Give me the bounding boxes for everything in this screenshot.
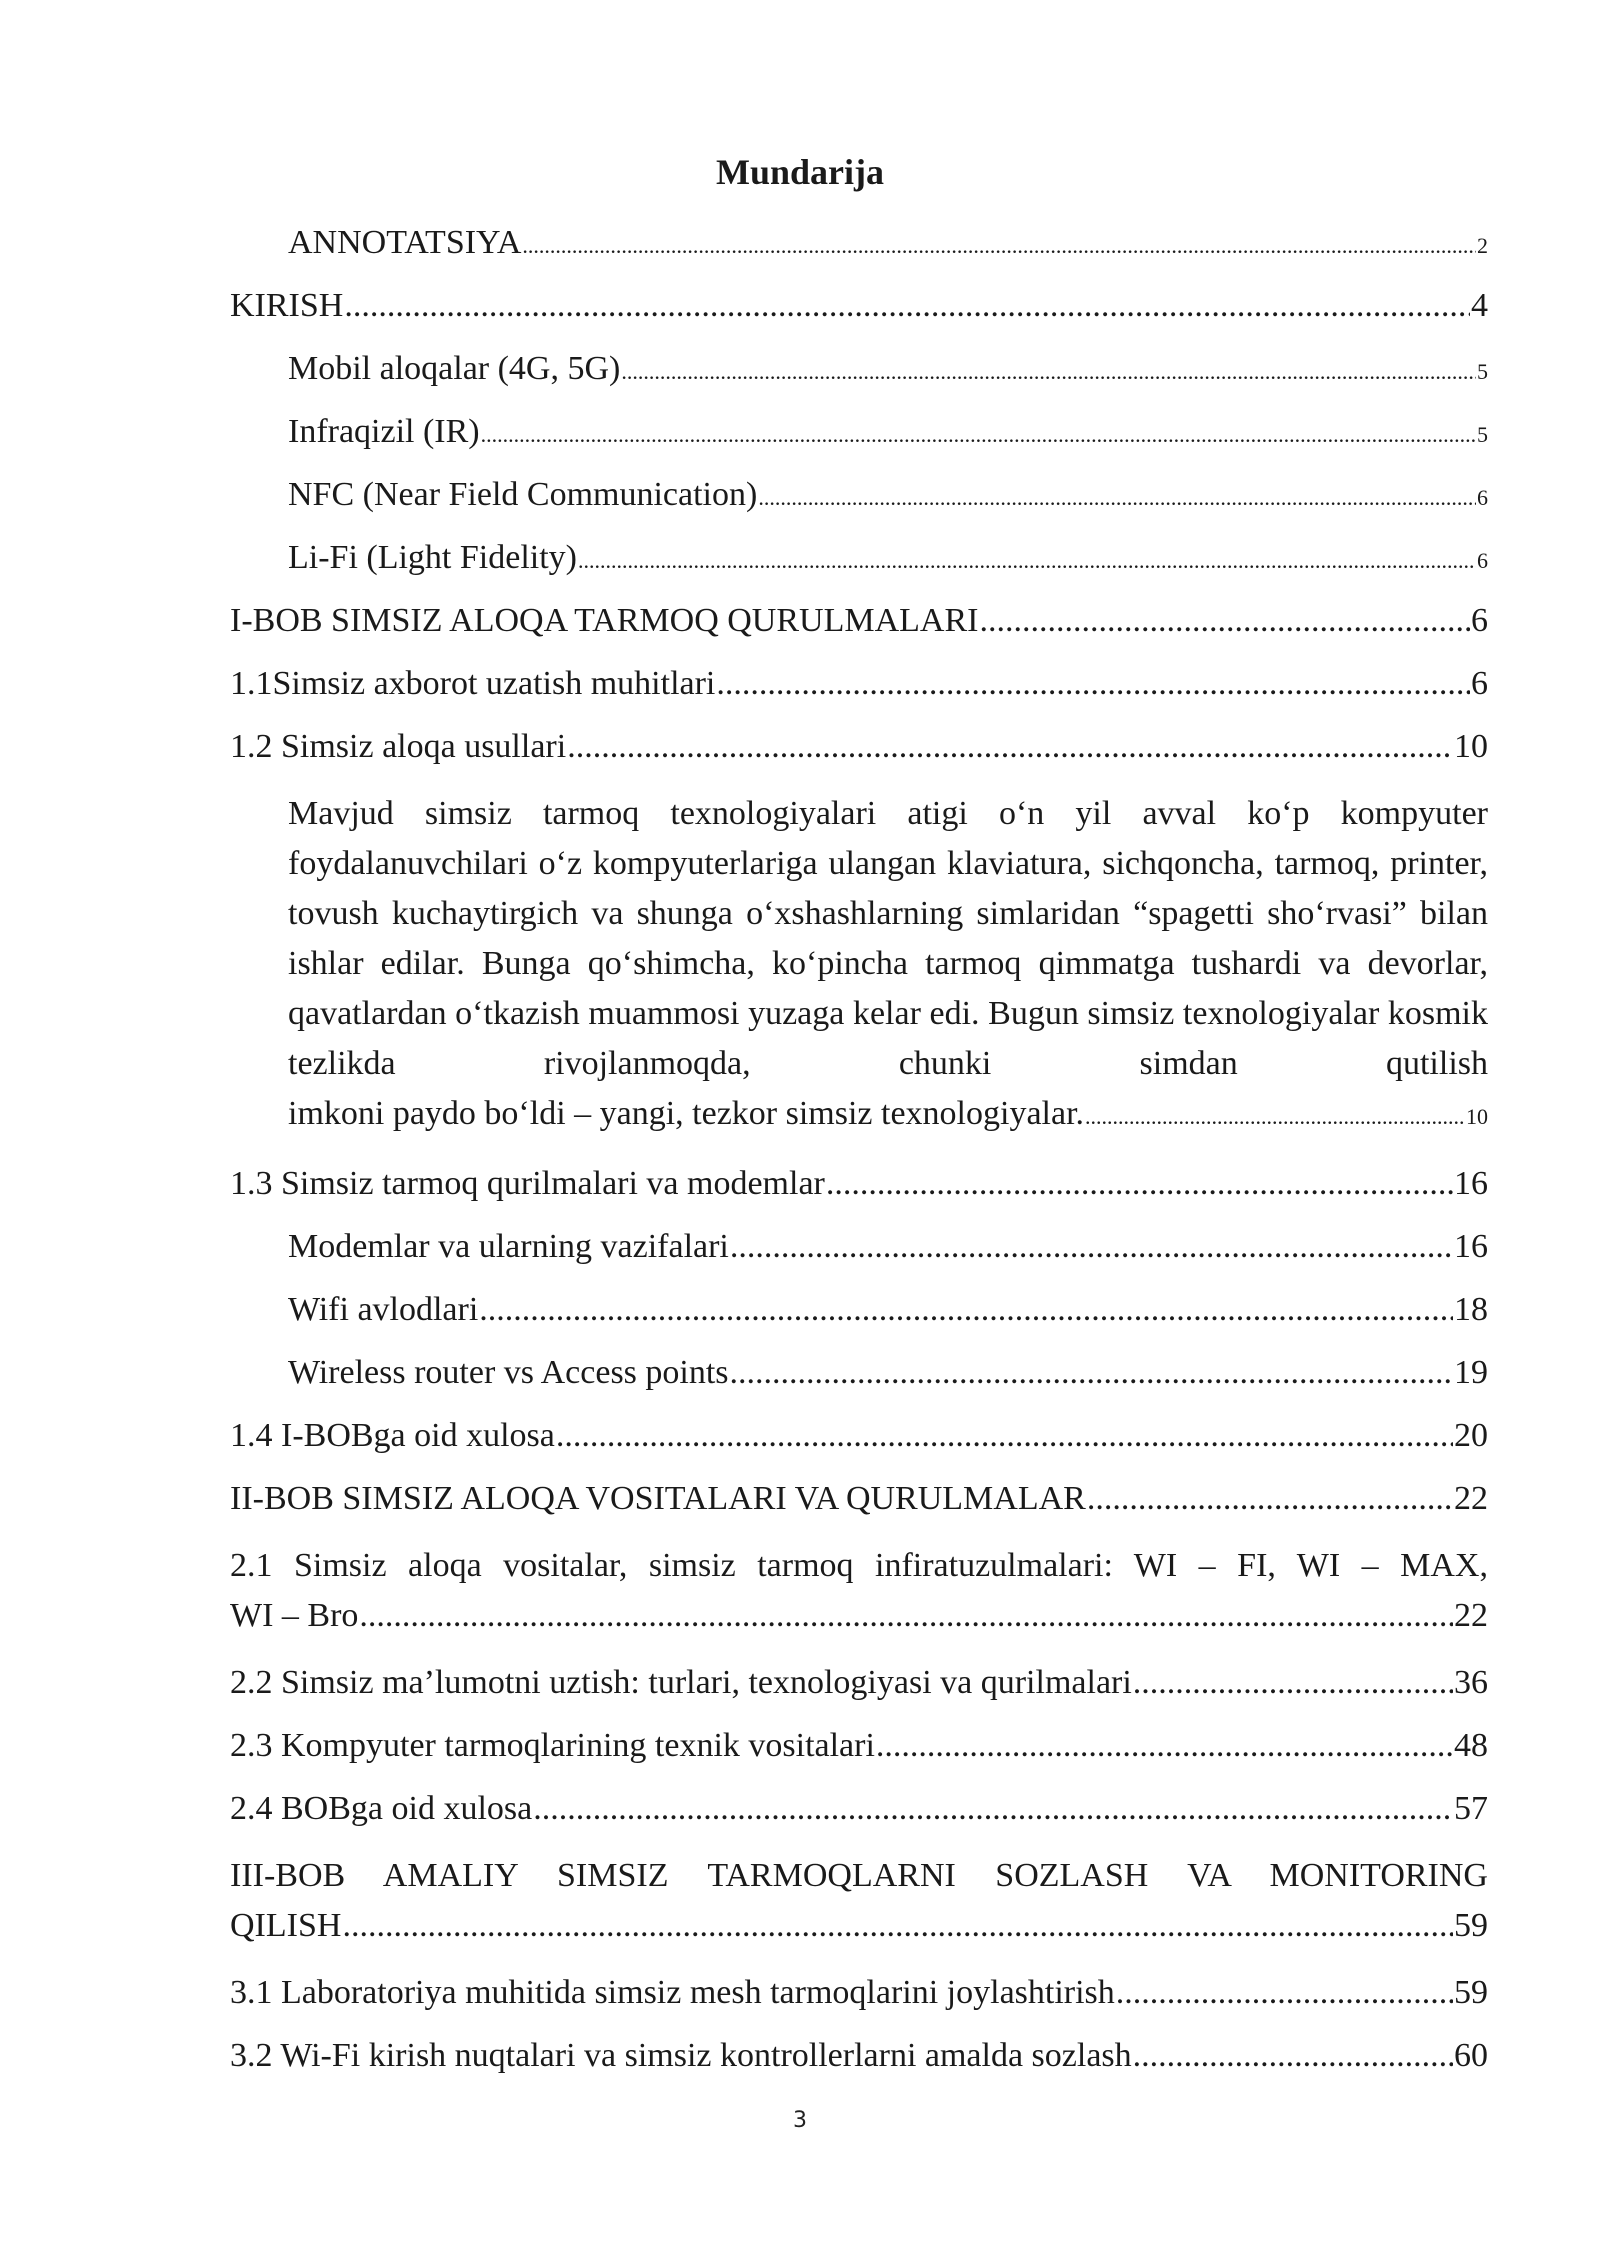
dot-leader [479,1289,1453,1331]
toc-entry-text: 1.2 Simsiz aloqa usullari [230,728,567,765]
toc-entry-chapter-2[interactable] [230,1478,1488,1520]
dot-leader [979,600,1470,642]
toc-entry-1-3[interactable] [230,1163,1488,1205]
dot-leader [481,414,1476,456]
toc-entry-text: ANNOTATSIYA [288,224,522,261]
toc-entry-nfc[interactable] [230,474,1488,516]
toc-entry-text: Li-Fi (Light Fidelity) [288,539,577,576]
dot-leader [344,285,1470,327]
toc-entry-page: 22 [1454,1597,1488,1634]
toc-entry-mobil-aloqalar[interactable] [230,348,1488,390]
toc-entry-kirish[interactable] [230,285,1488,327]
toc-entry-page: 59 [1454,1974,1488,2011]
toc-entry-page: 48 [1454,1727,1488,1764]
toc-entry-text: 2.1 Simsiz aloqa vositalar, simsiz tarmoq infiratuzulmalari: WI – FI, WI – MAX, [230,1547,1488,1584]
toc-entry-page: 10 [1454,728,1488,765]
toc-entry-page: 60 [1454,2037,1488,2074]
dot-leader [621,351,1476,393]
dot-leader [522,225,1476,267]
table-of-contents [230,222,1488,2098]
toc-entry-modemlar[interactable] [230,1226,1488,1268]
dot-leader [1087,1478,1453,1520]
toc-entry-page: 4 [1471,287,1488,324]
toc-entry-page: 6 [1477,485,1488,510]
toc-entry-2-4[interactable] [230,1788,1488,1830]
toc-entry-page: 20 [1454,1417,1488,1454]
toc-entry-text: Mobil aloqalar (4G, 5G) [288,350,621,387]
dot-leader [1133,1662,1453,1704]
toc-entry-text: 1.4 I-BOBga oid xulosa [230,1417,555,1454]
toc-entry-wifi-avlodlari[interactable] [230,1289,1488,1331]
toc-entry-text: II-BOB SIMSIZ ALOQA VOSITALARI VA QURULMALAR [230,1480,1086,1517]
toc-entry-1-2[interactable] [230,726,1488,768]
dot-leader [758,477,1476,519]
dot-leader [876,1725,1453,1767]
dot-leader [716,663,1470,705]
toc-entry-page: 6 [1471,602,1488,639]
toc-entry-text-end: QILISH [230,1907,342,1944]
dot-leader [556,1415,1453,1457]
toc-entry-page: 6 [1471,665,1488,702]
toc-entry-page: 5 [1477,422,1488,447]
toc-entry-annotatsiya[interactable] [230,222,1488,264]
toc-entry-page: 19 [1454,1354,1488,1391]
toc-entry-page: 36 [1454,1664,1488,1701]
toc-entry-infraqizil[interactable] [230,411,1488,453]
toc-entry-text: KIRISH [230,287,344,324]
toc-entry-page: 57 [1454,1790,1488,1827]
toc-entry-2-1[interactable] [230,1541,1488,1641]
toc-entry-page: 5 [1477,359,1488,384]
toc-entry-text: NFC (Near Field Communication) [288,476,758,513]
toc-entry-text: 2.4 BOBga oid xulosa [230,1790,533,1827]
dot-leader [567,726,1453,768]
dot-leader [826,1163,1453,1205]
toc-entry-page: 18 [1454,1291,1488,1328]
toc-entry-3-2[interactable] [230,2035,1488,2077]
toc-entry-text: Mavjud simsiz tarmoq texnologiyalari atigi o‘n yil avval ko‘p kompyuter foydalanuvchilari o‘z kompyuterlariga ulangan klaviatura, sichqoncha, tarmoq, printer, tovush kuchaytirgich va shunga o‘xshashlarning simlaridan “spagetti sho‘rvasi” bilan ishlar edilar. Bunga qo‘shimcha, ko‘pincha tarmoq qimmatga tushardi va devorlar, qavatlardan o‘tkazish muammosi yuzaga kelar edi. Bugun simsiz texnologiyalar kosmik tezlikda rivojlanmoqda, chunki simdan qutilish [288,795,1488,1082]
toc-entry-text: Modemlar va ularning vazifalari [288,1228,729,1265]
toc-entry-lifi[interactable] [230,537,1488,579]
toc-entry-text: III-BOB AMALIY SIMSIZ TARMOQLARNI SOZLASH VA MONITORING [230,1857,1488,1894]
toc-entry-mavjud-paragraph[interactable] [230,789,1488,1142]
dot-leader [1085,1092,1465,1142]
dot-leader [578,540,1476,582]
toc-entry-text: Wireless router vs Access points [288,1354,729,1391]
toc-entry-text: Infraqizil (IR) [288,413,480,450]
toc-entry-2-2[interactable] [230,1662,1488,1704]
toc-entry-text: 2.3 Kompyuter tarmoqlarining texnik vositalari [230,1727,875,1764]
toc-entry-text-end: WI – Bro [230,1597,359,1634]
dot-leader [1116,1972,1453,2014]
toc-entry-text: 2.2 Simsiz ma’lumotni uztish: turlari, texnologiyasi va qurilmalari [230,1664,1132,1701]
dot-leader [533,1788,1453,1830]
toc-entry-page: 6 [1477,548,1488,573]
toc-entry-1-4[interactable] [230,1415,1488,1457]
toc-entry-page: 2 [1477,233,1488,258]
dot-leader [1133,2035,1453,2077]
toc-entry-1-1[interactable] [230,663,1488,705]
toc-entry-2-3[interactable] [230,1725,1488,1767]
toc-entry-chapter-1[interactable] [230,600,1488,642]
toc-entry-last-line [230,1901,1488,1951]
toc-entry-text: 3.1 Laboratoriya muhitida simsiz mesh tarmoqlarini joylashtirish [230,1974,1115,2011]
toc-entry-page: 10 [1466,1104,1488,1129]
toc-entry-page: 22 [1454,1480,1488,1517]
toc-entry-page: 59 [1454,1907,1488,1944]
page-number: 3 [793,2108,807,2133]
toc-entry-page: 16 [1454,1165,1488,1202]
dot-leader [359,1591,1453,1641]
toc-entry-text: I-BOB SIMSIZ ALOQA TARMOQ QURULMALARI [230,602,979,639]
toc-entry-text-end: imkoni paydo bo‘ldi – yangi, tezkor simsiz texnologiyalar. [288,1095,1085,1132]
toc-entry-last-line [288,1089,1488,1142]
toc-entry-text: 3.2 Wi-Fi kirish nuqtalari va simsiz kontrollerlarni amalda sozlash [230,2037,1132,2074]
dot-leader [730,1226,1453,1268]
dot-leader [730,1352,1453,1394]
toc-entry-last-line [230,1591,1488,1641]
toc-title: Mundarija [715,152,884,192]
toc-entry-wireless-router[interactable] [230,1352,1488,1394]
dot-leader [342,1901,1453,1951]
toc-entry-text: Wifi avlodlari [288,1291,479,1328]
toc-entry-chapter-3[interactable] [230,1851,1488,1951]
toc-entry-text: 1.3 Simsiz tarmoq qurilmalari va modemlar [230,1165,825,1202]
toc-entry-text: 1.1Simsiz axborot uzatish muhitlari [230,665,716,702]
toc-entry-page: 16 [1454,1228,1488,1265]
toc-entry-3-1[interactable] [230,1972,1488,2014]
